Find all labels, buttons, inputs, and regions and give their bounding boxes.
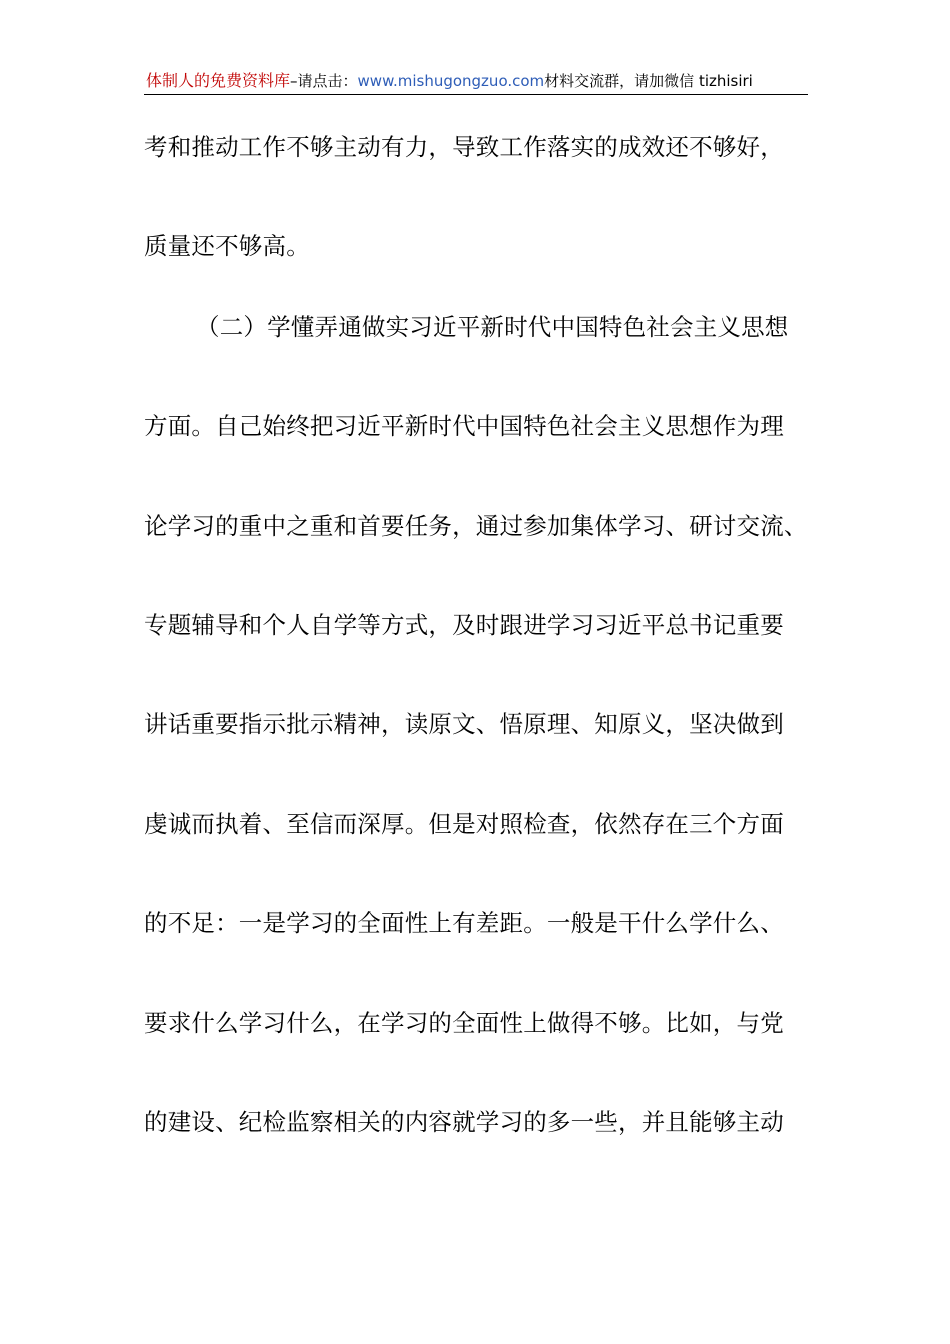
paragraph-line: 方面。自己始终把习近平新时代中国特色社会主义思想作为理 — [144, 412, 784, 440]
header-site-link[interactable]: www.mishugongzuo.com — [357, 72, 545, 90]
paragraph-line: 论学习的重中之重和首要任务，通过参加集体学习、研讨交流、 — [144, 512, 808, 540]
paragraph-line: 讲话重要指示批示精神，读原文、悟原理、知原义，坚决做到 — [144, 710, 784, 738]
paragraph-line: 要求什么学习什么，在学习的全面性上做得不够。比如，与党 — [144, 1009, 784, 1037]
paragraph-line: 的不足：一是学习的全面性上有差距。一般是干什么学什么、 — [144, 909, 784, 937]
header-brand: 体制人的免费资料库 — [146, 71, 291, 90]
header-divider — [144, 94, 808, 95]
paragraph-line: 虔诚而执着、至信而深厚。但是对照检查，依然存在三个方面 — [144, 810, 784, 838]
page-header — [146, 70, 808, 92]
paragraph-line: 的建设、纪检监察相关的内容就学习的多一些，并且能够主动 — [144, 1108, 784, 1136]
header-contact: 材料交流群，请加微信 tizhisiri — [544, 72, 753, 90]
section-heading: （二）学懂弄通做实习近平新时代中国特色社会主义思想 — [196, 313, 789, 341]
paragraph-line: 考和推动工作不够主动有力，导致工作落实的成效还不够好， — [144, 133, 784, 161]
header-prompt: –请点击： — [290, 72, 358, 90]
paragraph-line: 质量还不够高。 — [144, 232, 310, 260]
paragraph-line: 专题辅导和个人自学等方式，及时跟进学习习近平总书记重要 — [144, 611, 784, 639]
